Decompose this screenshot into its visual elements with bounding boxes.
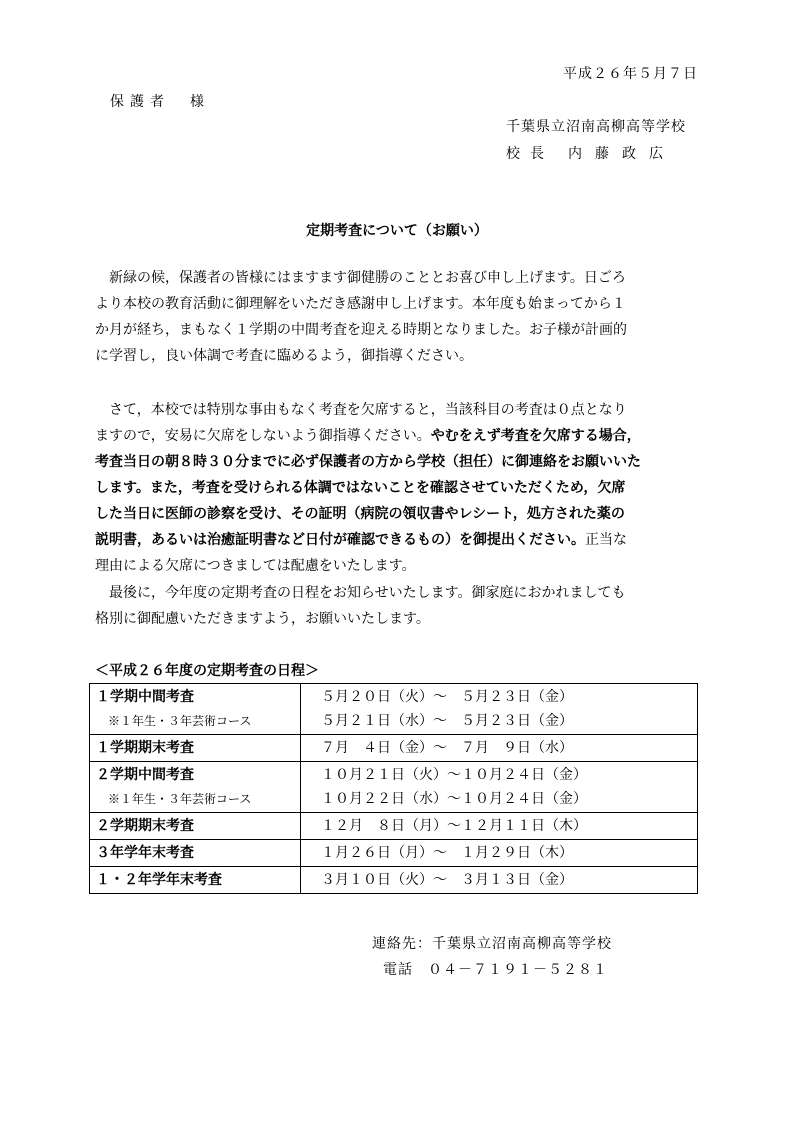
table-row: [90, 684, 698, 735]
exam-sub-dates: ５月２１日（水）～ ５月２３日（金）: [321, 713, 573, 729]
principal-name: 内藤政広: [568, 146, 676, 162]
contact-info: 連絡先：千葉県立沼南高柳高等学校: [372, 936, 612, 952]
exam-name-cell: [90, 762, 301, 813]
emphasis-text: 説明書，あるいは治癒証明書など日付が確認できるもの）を御提出ください。: [95, 532, 585, 548]
emphasis-line: します。また，考査を受けられる体調ではないことを確認させていただくため，欠席: [95, 480, 626, 496]
exam-dates-cell: [301, 867, 698, 894]
exam-name: １学期期末考査: [96, 740, 194, 756]
text-segment: ますので，安易に欠席をしないよう御指導ください。: [95, 428, 431, 444]
table-row: [90, 813, 698, 840]
paragraph-line: 新緑の候，保護者の皆様にはますます御健勝のこととお喜び申し上げます。日ごろ: [95, 270, 626, 286]
exam-dates: １２月 ８日（月）～１２月１１日（木）: [321, 818, 587, 834]
exam-dates: １月２６日（月）～ １月２９日（木）: [321, 845, 573, 861]
paragraph-greeting: [95, 265, 735, 369]
principal-role: 校長: [506, 146, 554, 162]
exam-dates-cell: [301, 735, 698, 762]
exam-name-cell: [90, 867, 301, 894]
schedule-table: [89, 683, 698, 894]
school-name: 千葉県立沼南高柳高等学校: [506, 119, 686, 135]
paragraph-line: より本校の教育活動に御理解をいただき感謝申し上げます。本年度も始まってから１: [95, 296, 626, 312]
exam-name: ２学期中間考査: [96, 767, 194, 783]
emphasis-line: 考査当日の朝８時３０分までに必ず保護者の方から学校（担任）に御連絡をお願いいた: [95, 454, 641, 470]
paragraph-line: [95, 423, 735, 449]
table-row: [90, 735, 698, 762]
exam-name: １・２年学年末考査: [96, 872, 222, 888]
paragraph-absence-policy: [95, 397, 735, 579]
paragraph-line: 最後に，今年度の定期考査の日程をお知らせいたします。御家庭におかれましても: [95, 585, 626, 601]
exam-note: ※１年生・３年芸術コース: [108, 714, 252, 728]
paragraph-line: さて，本校では特別な事由もなく考査を欠席すると，当該科目の考査は０点となり: [95, 402, 627, 418]
contact-phone: 電話 ０４－７１９１－５２８１: [383, 962, 608, 978]
exam-name: １学期中間考査: [96, 689, 194, 705]
exam-name-cell: [90, 840, 301, 867]
paragraph-line: 理由による欠席につきましては配慮をいたします。: [95, 558, 416, 574]
paragraph-line: か月が経ち，まもなく１学期の中間考査を迎える時期となりました。お子様が計画的: [95, 322, 627, 338]
exam-name-cell: [90, 813, 301, 840]
exam-sub-dates: １０月２２日（水）～１０月２４日（金）: [321, 791, 587, 807]
exam-dates: ７月 ４日（金）～ ７月 ９日（水）: [321, 740, 573, 756]
exam-dates: １０月２１日（火）～１０月２４日（金）: [321, 767, 587, 783]
emphasis-line: した当日に医師の診察を受け、その証明（病院の領収書やレシート，処方された薬の: [95, 506, 625, 522]
exam-dates: ５月２０日（火）～ ５月２３日（金）: [321, 689, 573, 705]
exam-dates-cell: [301, 684, 698, 735]
table-row: [90, 840, 698, 867]
paragraph-line: 格別に御配慮いただきますよう，お願いいたします。: [95, 611, 430, 627]
exam-name-cell: [90, 684, 301, 735]
principal-signature: [506, 143, 676, 163]
paragraph-line: に学習し，良い体調で考査に臨めるよう，御指導ください。: [95, 348, 473, 364]
document-date: 平成２６年５月７日: [563, 66, 698, 82]
schedule-title: ＜平成２６年度の定期考査の日程＞: [95, 663, 319, 679]
emphasis-text: やむをえず考査を欠席する場合，: [430, 428, 641, 444]
exam-name: ２学期期末考査: [96, 818, 194, 834]
exam-dates-cell: [301, 762, 698, 813]
paragraph-line: [95, 527, 735, 553]
document-title: 定期考査について（お願い）: [306, 223, 488, 239]
exam-name: ３年学年末考査: [96, 845, 194, 861]
exam-dates-cell: [301, 840, 698, 867]
exam-note: ※１年生・３年芸術コース: [108, 792, 252, 806]
exam-dates: ３月１０日（火）～ ３月１３日（金）: [321, 872, 573, 888]
exam-dates-cell: [301, 813, 698, 840]
recipient: 保護者 様: [110, 94, 210, 110]
text-segment: 正当な: [585, 532, 627, 548]
paragraph-closing: [95, 580, 735, 632]
exam-name-cell: [90, 735, 301, 762]
table-row: [90, 867, 698, 894]
table-row: [90, 762, 698, 813]
